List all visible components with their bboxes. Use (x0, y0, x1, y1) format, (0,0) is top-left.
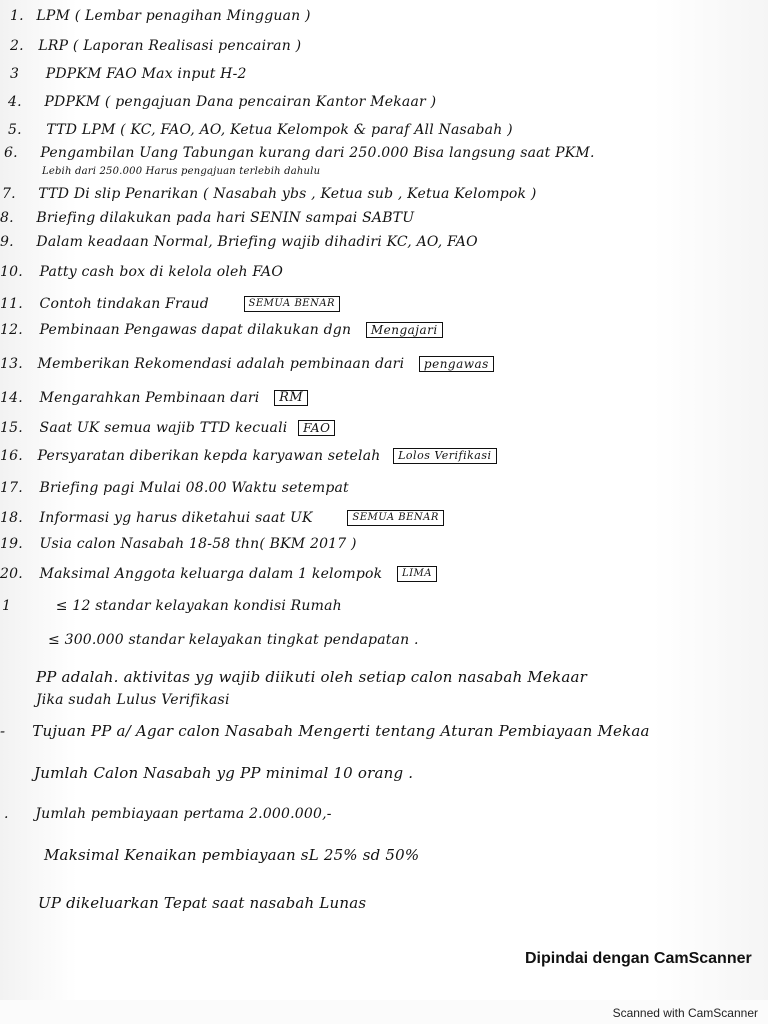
note-line (0, 322, 443, 338)
note-number: 5. (8, 122, 22, 138)
note-line (36, 692, 230, 708)
note-line (0, 448, 497, 464)
note-text: ≤ 12 standar kelayakan kondisi Rumah (55, 598, 342, 614)
scan-watermark-text: Scanned with CamScanner (612, 1006, 758, 1020)
note-text: Maksimal Anggota keluarga dalam 1 kelompok (39, 566, 383, 582)
answer-box: SEMUA BENAR (244, 296, 341, 312)
note-line (8, 122, 513, 138)
note-number: 8. (0, 210, 14, 226)
note-line (10, 8, 311, 24)
note-line (0, 566, 437, 582)
answer-box: pengawas (419, 356, 494, 372)
note-line (34, 764, 413, 782)
note-line (0, 420, 335, 436)
note-text: Briefing pagi Mulai 08.00 Waktu setempat (39, 480, 349, 496)
note-number: 19. (0, 536, 23, 552)
note-text: Pengambilan Uang Tabungan kurang dari 250.000 Bisa langsung saat PKM. (40, 145, 595, 161)
note-line (8, 94, 436, 110)
note-number: 16. (0, 448, 23, 464)
note-text: TTD Di slip Penarikan ( Nasabah ybs , Ketua sub , Ketua Kelompok ) (38, 186, 537, 202)
answer-box: LIMA (397, 566, 437, 582)
note-line (48, 632, 419, 648)
scan-footer-text: Dipindai dengan CamScanner (525, 950, 752, 967)
note-text: Saat UK semua wajib TTD kecuali (39, 420, 288, 436)
note-number: 11. (0, 296, 23, 312)
note-line (0, 510, 444, 526)
note-line (2, 186, 537, 202)
note-line (38, 894, 366, 912)
answer-box: Mengajari (366, 322, 443, 338)
note-text: Patty cash box di kelola oleh FAO (39, 264, 284, 280)
note-text: TTD LPM ( KC, FAO, AO, Ketua Kelompok & paraf All Nasabah ) (46, 122, 513, 138)
answer-box: SEMUA BENAR (347, 510, 444, 526)
note-line (0, 480, 349, 496)
note-text: Maksimal Kenaikan pembiayaan sL 25% sd 50% (44, 846, 420, 864)
note-number: 13. (0, 356, 23, 372)
note-number: 17. (0, 480, 23, 496)
note-line (2, 598, 342, 614)
note-line (36, 668, 587, 686)
note-line (0, 536, 357, 552)
note-number: 14. (0, 390, 23, 406)
note-number: 1 (2, 598, 12, 614)
note-text: Briefing dilakukan pada hari SENIN sampai SABTU (36, 210, 415, 226)
note-text: PDPKM FAO Max input H-2 (45, 66, 247, 82)
note-text: Memberikan Rekomendasi adalah pembinaan dari (37, 356, 405, 372)
note-line (4, 806, 332, 822)
note-number: 9. (0, 234, 14, 250)
note-text: Jumlah pembiayaan pertama 2.000.000,- (35, 806, 332, 822)
note-line (10, 66, 247, 82)
note-number: . (4, 806, 9, 822)
note-number: - (0, 722, 6, 740)
note-text: Jumlah Calon Nasabah yg PP minimal 10 orang . (34, 764, 414, 782)
note-line (0, 264, 283, 280)
note-number: 18. (0, 510, 23, 526)
note-number: 7. (2, 186, 16, 202)
note-number: 1. (10, 8, 24, 24)
note-line (0, 390, 308, 406)
note-text: Lebih dari 250.000 Harus pengajuan terlebih dahulu (42, 166, 321, 177)
note-number: 2. (10, 38, 24, 54)
note-line (0, 296, 340, 312)
answer-box: Lolos Verifikasi (393, 448, 496, 464)
note-line (44, 846, 419, 864)
note-number: 6. (4, 145, 18, 161)
note-number: 10. (0, 264, 23, 280)
note-text: Usia calon Nasabah 18-58 thn( BKM 2017 ) (39, 536, 357, 552)
note-text: LRP ( Laporan Realisasi pencairan ) (38, 38, 302, 54)
note-line (0, 722, 650, 740)
note-text: Tujuan PP a/ Agar calon Nasabah Mengerti tentang Aturan Pembiayaan Mekaa (32, 722, 650, 740)
note-line (10, 38, 301, 54)
note-text: UP dikeluarkan Tepat saat nasabah Lunas (38, 894, 367, 912)
note-text: Pembinaan Pengawas dapat dilakukan dgn (39, 322, 352, 338)
note-number: 4. (8, 94, 22, 110)
note-text: PDPKM ( pengajuan Dana pencairan Kantor Mekaar ) (44, 94, 437, 110)
note-line (0, 356, 494, 372)
note-number: 3 (10, 66, 20, 82)
note-number: 15. (0, 420, 23, 436)
note-text: Dalam keadaan Normal, Briefing wajib dihadiri KC, AO, FAO (36, 234, 478, 250)
note-text: Persyaratan diberikan kepda karyawan setelah (37, 448, 381, 464)
note-text: Jika sudah Lulus Verifikasi (36, 692, 230, 708)
note-line (0, 210, 414, 226)
note-text: Mengarahkan Pembinaan dari (39, 390, 260, 406)
note-text: Contoh tindakan Fraud (39, 296, 209, 312)
note-text: Informasi yg harus diketahui saat UK (39, 510, 313, 526)
note-text: LPM ( Lembar penagihan Mingguan ) (36, 8, 311, 24)
note-number: 12. (0, 322, 23, 338)
note-text: PP adalah. aktivitas yg wajib diikuti oleh setiap calon nasabah Mekaar (36, 668, 587, 686)
note-line (4, 145, 595, 161)
note-number: 20. (0, 566, 23, 582)
note-line (0, 234, 478, 250)
note-line (42, 166, 320, 177)
answer-box: FAO (298, 420, 335, 436)
answer-box: RM (274, 390, 308, 406)
note-text: ≤ 300.000 standar kelayakan tingkat pendapatan . (48, 632, 419, 648)
